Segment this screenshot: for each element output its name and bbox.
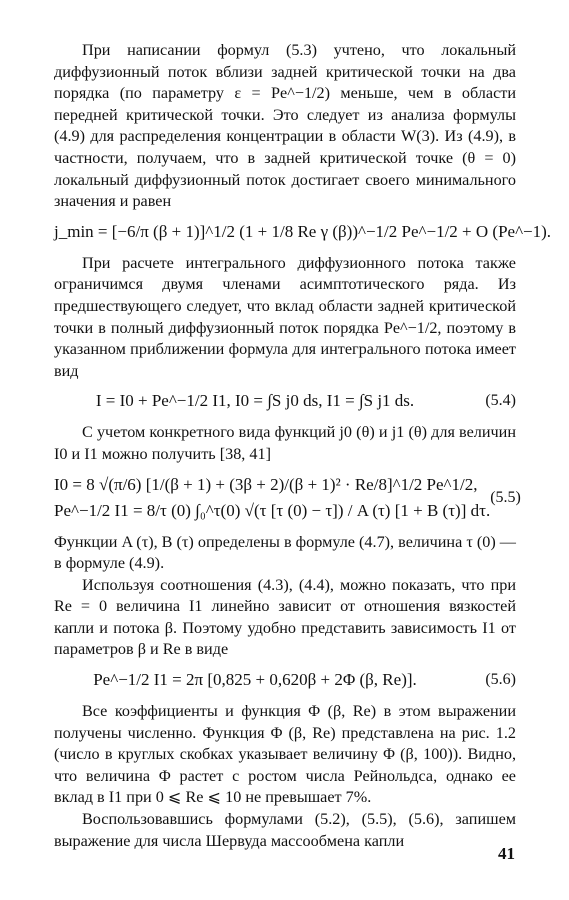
page-body: [54, 40, 552, 852]
paragraph-1: При написании формул (5.3) учтено, что локальный диффузионный поток вблизи задней критической точки на два порядка (по параметру ε = Pe^−1/2) меньше, чем в области передней критической точки. Это следует из анализа формулы (4.9) для распределения концентрации в области W(3). Из (4.9), в частности, получаем, что в задней критической точке (θ = 0) локальный диффузионный поток достигает своего минимального значения и равен: [54, 41, 516, 211]
equation-jmin: j_min = [−6/π (β + 1)]^1/2 (1 + 1/8 Re γ (β))^−1/2 Pe^−1/2 + O (Pe^−1).: [54, 221, 552, 241]
paragraph-4: Функции A (τ), B (τ) определены в формуле (4.7), величина τ (0) — в формуле (4.9).: [54, 532, 516, 573]
page-number: 41: [498, 844, 515, 863]
paragraph-2: При расчете интегрального диффузионного потока также ограничимся двумя членами асимптотического ряда. Из предшествующего следует, что вклад области задней критической точки в полный диффузионный поток порядка Pe^−1/2, поэтому в указанном приближении формула для интегрального потока имеет вид: [54, 253, 516, 380]
paragraph-7: Воспользовавшись формулами (5.2), (5.5), (5.6), запишем выражение для числа Шервуда массообмена капли: [54, 810, 516, 850]
equation-5-5b: Pe^−1/2 I1 = 8/τ (0) ∫₀^τ(0) √(τ [τ (0) − τ]) / A (τ) [1 + B (τ)] dτ.: [54, 500, 491, 520]
equation-5-4: I = I0 + Pe^−1/2 I1, I0 = ∫S j0 ds, I1 = ∫S j1 ds. (5.4): [95, 391, 516, 411]
paragraph-5: Используя соотношения (4.3), (4.4), можно показать, что при Re = 0 величина I1 линейно зависит от отношения вязкостей капли и потока β. Поэтому удобно представить зависимость I1 от параметров β и Re в виде: [54, 575, 516, 659]
paragraph-3: С учетом конкретного вида функций j0 (θ) и j1 (θ) для величин I0 и I1 можно получить [38, 41]: [54, 423, 516, 463]
equation-5-5: I0 = 8 √(π/6) [1/(β + 1) + (3β + 2)/(β + 1)² · Re/8]^1/2 Pe^1/2, Pe^−1/2 I1 = 8/τ (0) ∫₀^τ(0) √(τ [τ (0) − τ]) / A (τ) [1 + B (τ)] dτ. (5.5): [54, 472, 516, 524]
equation-5-5a: I0 = 8 √(π/6) [1/(β + 1) + (3β + 2)/(β + 1)² · Re/8]^1/2 Pe^1/2,: [54, 474, 478, 494]
paragraph-6: Все коэффициенты и функция Φ (β, Re) в этом выражении получены численно. Функция Φ (β, Re) представлена на рис. 1.2 (число в круглых скобках указывает величину Φ (β, 100)). Видно, что величина Φ растет с ростом числа Рейнольдса, однако ее вклад в I1 при 0 ⩽ Re ⩽ 10 не превышает 7%.: [54, 702, 516, 807]
equation-5-6: Pe^−1/2 I1 = 2π [0,825 + 0,620β + 2Φ (β, Re)]. (5.6): [93, 670, 516, 690]
